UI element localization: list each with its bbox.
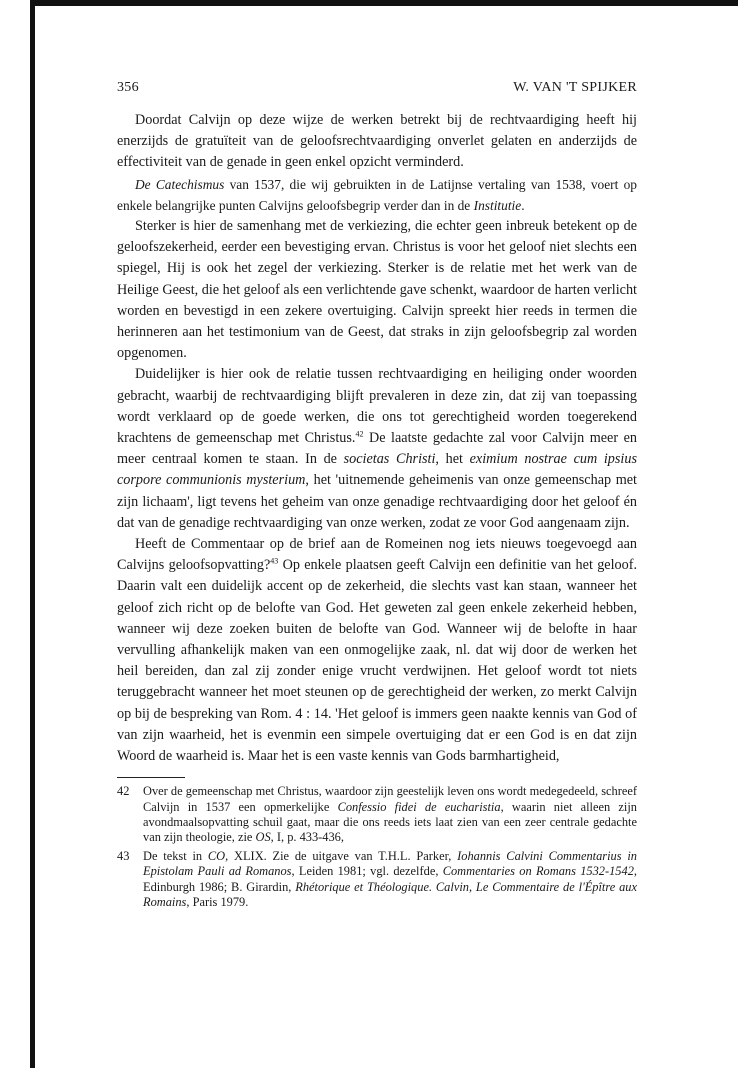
paragraph xyxy=(117,174,637,216)
text-span: , XLIX. Zie de uitgave van T.H.L. Parker, xyxy=(225,849,458,864)
text-span: , Edinburgh 1986; B. Girardin, xyxy=(143,864,638,894)
text-span: Heeft de Commentaar op de brief aan de Romeinen nog iets nieuws toegevoegd aan Calvijns geloofsopvatting? xyxy=(117,536,637,574)
text-span: , I, p. 433-436, xyxy=(270,829,344,844)
text-span: Op enkele plaatsen geeft Calvijn een definitie van het geloof. Daarin valt een duidelijk accent op de zekerheid, die slechts vast kan staan, wanneer het geloof zich richt op de belofte van God. Het geweten zal geen enkele zekerheid hebben, wanneer wij deze zoeken buiten de belofte van God. Wanneer wij de belofte in haar vervulling afhankelijk maken van een onmogelijke zaak, nl. dat wij door de werken het heil bereiden, dan zal zij zonder enige vrucht verdwijnen. Het geloof wordt tot niets teruggebracht wanneer het moet steunen op de gerechtigheid der werken, zo merkt Calvijn op bij de bespreking van Rom. 4 : 14. 'Het geloof is immers geen naakte kennis van God of van zijn waarheid, het is evenmin een simpele overtuiging dat er een God is en dat zijn Woord de waarheid is. Maar het is een vaste kennis van Gods barmhartigheid, xyxy=(117,557,638,765)
italic-span: CO xyxy=(207,849,226,864)
text-span: Duidelijker is hier ook de relatie tussen rechtvaardiging en heiliging onder woorden gebracht, waarbij de rechtvaardiging blijft prevaleren in deze zin, dat zij van toepassing wordt verklaard op de goede werken, die ons tot gerechtigheid worden toegerekend krachtens de gemeenschap met Christus. xyxy=(117,366,637,447)
paragraph xyxy=(117,216,637,364)
footnote-number: 42 xyxy=(117,784,130,799)
footnote-text xyxy=(143,784,637,845)
text-span: Sterker is hier de samenhang met de verkiezing, die echter geen inbreuk betekent op de geloofszekerheid, eerder een bevestiging ervan. Christus is voor het geloof niet slechts een spiegel, Hij is ook het zegel der verkiezing. Sterker is de relatie met het werk van de Heilige Geest, die het geloof als een verlichtende gave schenkt, waardoor de harten verlicht worden en bevestigd in een zekere overtuiging. Calvijn spreekt hier reeds in termen die herinneren aan het testimonium van de Geest, dat straks in zijn geloofsbegrip zal worden opgenomen. xyxy=(117,218,637,362)
text-span: , waarin niet alleen zijn avondmaalsopvatting schuil gaat, maar die ons reeds iets laat zien van een zeer centrale gedachte van zijn theologie, zie xyxy=(143,799,637,844)
page-number: 356 xyxy=(117,80,139,95)
text-span: , het xyxy=(435,451,470,468)
paragraph xyxy=(117,110,637,174)
footnote-ref: 43 xyxy=(270,556,279,566)
running-head xyxy=(117,80,637,96)
running-title: W. VAN 'T SPIJKER xyxy=(513,80,637,95)
footnotes xyxy=(117,784,637,910)
text-span: , Paris 1979. xyxy=(186,894,249,909)
italic-span: Institutie xyxy=(473,197,522,213)
book-page xyxy=(117,80,637,914)
footnote-ref: 42 xyxy=(355,429,364,439)
italic-span: Catechismus xyxy=(155,176,225,192)
text-span: Over de gemeenschap met Christus, waardoor zijn geestelijk leven ons wordt medegedeeld, schreef Calvijn in 1537 een opmerkelijke xyxy=(143,784,637,814)
text-span: , Leiden 1981; vgl. dezelfde, xyxy=(291,864,443,879)
scan-border-top xyxy=(30,0,738,6)
footnote-text xyxy=(143,849,637,910)
text-span: . xyxy=(521,197,525,213)
italic-span: societas Christi xyxy=(343,451,436,468)
footnote xyxy=(117,784,637,845)
italic-span: Confessio fidei de eucharistia xyxy=(337,799,501,814)
text-span: De tekst in xyxy=(143,849,208,864)
italic-span: Commentaries on Romans 1532-1542 xyxy=(442,864,634,879)
paragraph xyxy=(117,364,637,534)
italic-span: OS xyxy=(255,829,271,844)
scan-border-left xyxy=(30,0,35,1068)
italic-span: Iohannis Calvini Commentarius in Epistolam Pauli ad Romanos xyxy=(143,849,638,879)
footnote-rule xyxy=(117,777,185,778)
italic-span: Rhétorique et Théologique. Calvin, Le Commentaire de l'Épître aux Romains xyxy=(143,879,637,909)
text-span: , het 'uitnemende geheimenis van onze gemeenschap met zijn lichaam', ligt tevens het geheim van onze genadige rechtvaardiging door het geloof én dat van de genadige rechtvaardiging van onze werken, zodat ze voor God aangenaam zijn. xyxy=(117,472,637,531)
text-span: van 1537, die wij gebruikten in de Latijnse vertaling van 1538, voert op enkele belangrijke punten Calvijns geloofsbegrip verder dan in de xyxy=(117,176,637,213)
body-text xyxy=(117,110,637,767)
italic-span: eximium nostrae cum ipsius corpore communionis mysterium xyxy=(117,451,637,489)
paragraph xyxy=(117,534,637,767)
footnote-number: 43 xyxy=(117,849,130,864)
text-span: De laatste gedachte zal voor Calvijn meer en meer centraal komen te staan. In de xyxy=(117,430,637,468)
italic-span: De xyxy=(135,176,156,192)
footnote xyxy=(117,849,637,910)
text-span: Doordat Calvijn op deze wijze de werken betrekt bij de rechtvaardiging heeft hij enerzijds de gratuïteit van de geloofsrechtvaardiging onverlet gelaten en anderzijds de effectiviteit van de genade in geen enkel opzicht verminderd. xyxy=(117,112,637,171)
